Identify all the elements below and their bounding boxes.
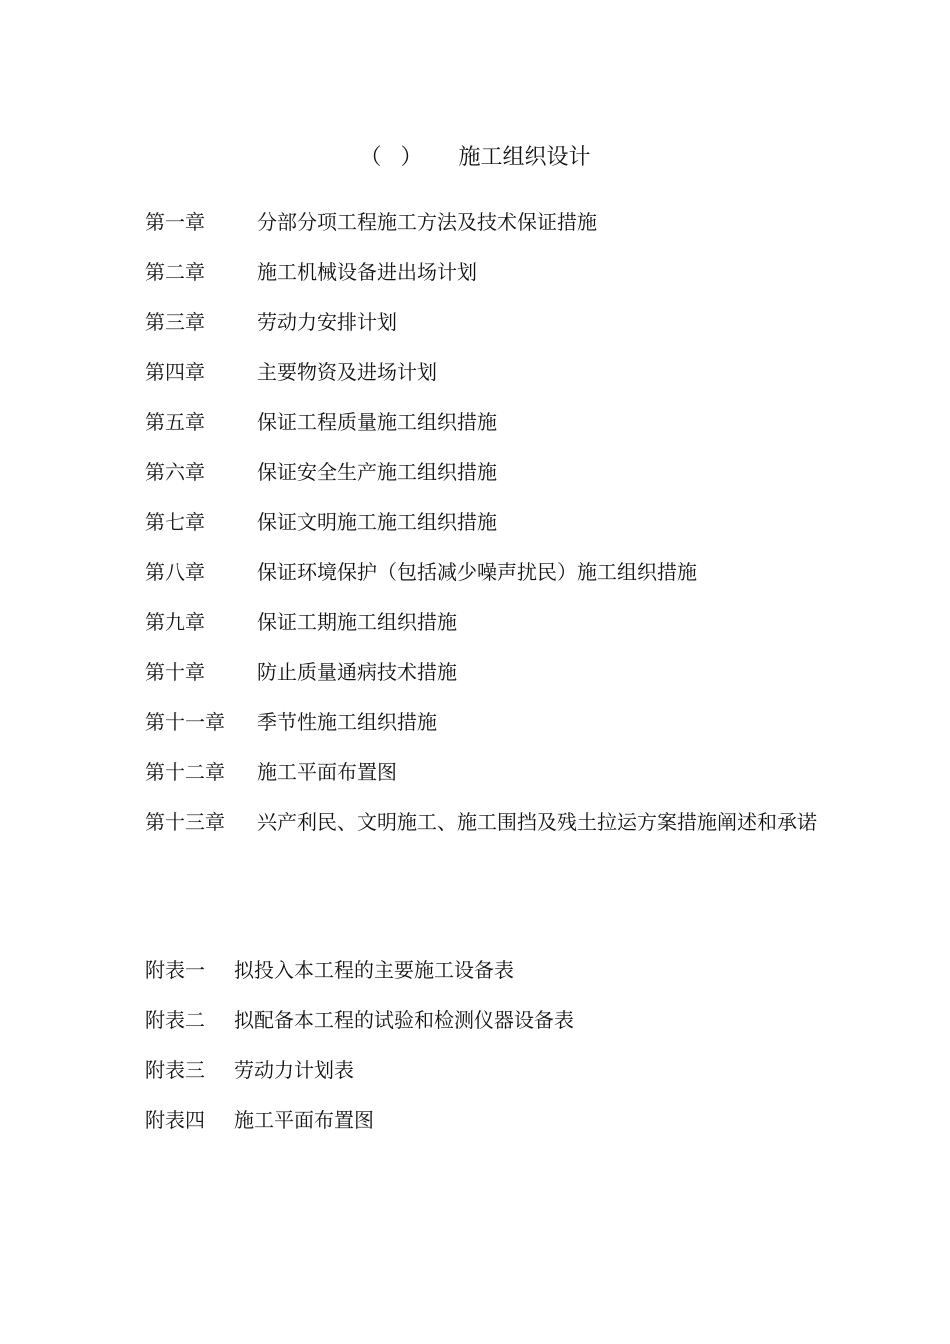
appendix-item [145, 1103, 825, 1153]
chapter-label: 第四章 [145, 360, 205, 384]
appendix-title: 施工平面布置图 [234, 1108, 374, 1132]
chapter-list [145, 205, 825, 905]
appendix-label: 附表二 [145, 1008, 205, 1032]
chapter-item [145, 655, 825, 705]
appendix-title: 拟投入本工程的主要施工设备表 [234, 958, 514, 982]
chapter-label: 第十三章 [145, 810, 225, 834]
appendix-label: 附表三 [145, 1058, 205, 1082]
chapter-title: 季节性施工组织措施 [257, 710, 437, 734]
chapter-item [145, 255, 825, 305]
title-parenthesis: （ ） [359, 145, 429, 170]
appendix-item [145, 953, 825, 1003]
chapter-title: 兴产利民、文明施工、施工围挡及残土拉运方案措施阐述和承诺 [257, 810, 817, 834]
chapter-label: 第十二章 [145, 760, 225, 784]
chapter-title: 施工机械设备进出场计划 [257, 260, 477, 284]
chapter-title: 分部分项工程施工方法及技术保证措施 [257, 210, 597, 234]
appendix-item [145, 1003, 825, 1053]
chapter-title: 保证工程质量施工组织措施 [257, 410, 497, 434]
chapter-item [145, 305, 825, 355]
chapter-item [145, 455, 825, 505]
appendix-list [145, 953, 825, 1153]
chapter-title: 保证安全生产施工组织措施 [257, 460, 497, 484]
chapter-title: 保证环境保护（包括减少噪声扰民）施工组织措施 [257, 560, 697, 584]
appendix-title: 拟配备本工程的试验和检测仪器设备表 [234, 1008, 574, 1032]
chapter-item [145, 205, 825, 255]
chapter-label: 第七章 [145, 510, 205, 534]
chapter-title: 保证文明施工施工组织措施 [257, 510, 497, 534]
document-title [0, 142, 950, 174]
chapter-label: 第八章 [145, 560, 205, 584]
chapter-item [145, 555, 825, 605]
appendix-title: 劳动力计划表 [234, 1058, 354, 1082]
chapter-label: 第三章 [145, 310, 205, 334]
appendix-label: 附表四 [145, 1108, 205, 1132]
appendix-item [145, 1053, 825, 1103]
chapter-item [145, 355, 825, 405]
chapter-item [145, 405, 825, 455]
title-text: 施工组织设计 [458, 145, 591, 170]
chapter-title: 主要物资及进场计划 [257, 360, 437, 384]
chapter-label: 第六章 [145, 460, 205, 484]
chapter-label: 第十章 [145, 660, 205, 684]
chapter-item [145, 605, 825, 655]
chapter-label: 第一章 [145, 210, 205, 234]
chapter-title: 防止质量通病技术措施 [257, 660, 457, 684]
chapter-label: 第九章 [145, 610, 205, 634]
chapter-label: 第二章 [145, 260, 205, 284]
chapter-label: 第五章 [145, 410, 205, 434]
chapter-title: 保证工期施工组织措施 [257, 610, 457, 634]
chapter-item [145, 505, 825, 555]
chapter-item [145, 705, 825, 755]
chapter-label: 第十一章 [145, 710, 225, 734]
chapter-title: 劳动力安排计划 [257, 310, 397, 334]
chapter-item [145, 805, 825, 905]
chapter-title: 施工平面布置图 [257, 760, 397, 784]
appendix-label: 附表一 [145, 958, 205, 982]
